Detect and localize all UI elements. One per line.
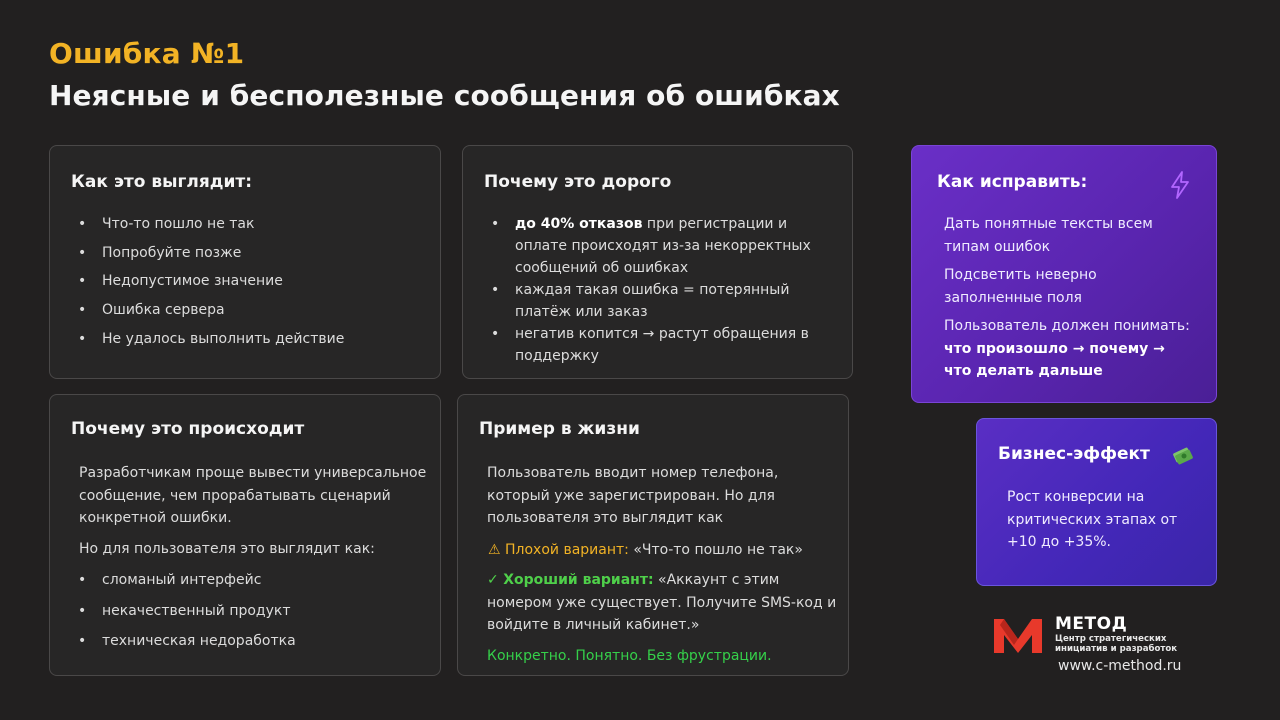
slide-title: Неясные и бесполезные сообщения об ошибках	[49, 79, 840, 112]
check-icon: ✓	[487, 572, 499, 588]
slide-kicker: Ошибка №1	[49, 37, 245, 70]
logo-subtitle: Центр стратегических инициатив и разработок	[1055, 634, 1178, 654]
list-item: • Попробуйте позже	[76, 242, 344, 264]
fix-list	[944, 213, 1194, 389]
list-item: • Не удалось выполнить действие	[76, 328, 344, 350]
paragraph: Разработчикам проще вывести универсальное сообщение, чем прорабатывать сценарий конкретной ошибки.	[79, 465, 427, 526]
card-title: Как это выглядит:	[71, 172, 253, 192]
card-why-it-happens	[49, 394, 441, 676]
list-item: • каждая такая ошибка = потерянный платёж или заказ	[489, 279, 829, 323]
fix-item-text: Пользователь должен понимать:	[944, 318, 1190, 334]
fix-item	[944, 315, 1194, 383]
list-item: • Недопустимое значение	[76, 270, 344, 292]
list-item: • сломаный интерфейс	[76, 569, 296, 591]
result-text: Конкретно. Понятно. Без фрустрации.	[487, 648, 772, 664]
highlight-text: до 40% отказов	[515, 216, 643, 232]
list-item	[489, 213, 829, 279]
logo-icon	[992, 615, 1048, 659]
bad-variant	[488, 539, 843, 562]
paragraph: Пользователь вводит номер телефона, который уже зарегистрирован. Но для пользователя это выглядит как	[487, 465, 779, 526]
fix-item: Подсветить неверно заполненные поля	[944, 267, 1097, 306]
logo-name: МЕТОД	[1055, 614, 1128, 634]
card-title: Пример в жизни	[479, 419, 640, 439]
card-title: Почему это происходит	[71, 419, 305, 439]
bullet-list	[76, 569, 296, 661]
lightning-icon	[1169, 171, 1191, 203]
warning-icon: ⚠	[488, 542, 501, 558]
list-item: • техническая недоработка	[76, 630, 296, 652]
highlight-text: что произошло → почему → что делать дальше	[944, 340, 1165, 379]
bad-variant-label: Плохой вариант:	[505, 542, 629, 558]
list-item: • Что-то пошло не так	[76, 213, 344, 235]
bad-variant-text: «Что-то пошло не так»	[628, 542, 803, 558]
good-variant-label: Хороший вариант:	[503, 572, 654, 588]
money-icon	[1171, 444, 1195, 471]
card-real-example	[457, 394, 849, 676]
paragraph: Но для пользователя это выглядит как:	[79, 541, 375, 557]
list-item: • негатив копится → растут обращения в поддержку	[489, 323, 829, 367]
good-variant-text: «Аккаунт с этим номером уже существует. Получите SMS-код и войдите в личный кабинет.»	[487, 572, 837, 633]
list-item: • некачественный продукт	[76, 600, 296, 622]
website-link[interactable]: www.c-method.ru	[1058, 658, 1182, 674]
fix-item: Дать понятные тексты всем типам ошибок	[944, 216, 1153, 255]
bullet-list	[76, 213, 344, 356]
card-why-expensive	[462, 145, 853, 379]
card-business-effect	[976, 418, 1217, 586]
good-variant	[487, 569, 842, 637]
card-title: Почему это дорого	[484, 172, 672, 192]
card-title: Как исправить:	[937, 172, 1088, 192]
paragraph: Рост конверсии на критических этапах от +10 до +35%.	[1007, 489, 1178, 550]
card-title: Бизнес-эффект	[998, 444, 1150, 464]
bullet-list	[489, 213, 829, 367]
card-how-to-fix	[911, 145, 1217, 403]
card-how-it-looks	[49, 145, 441, 379]
list-item: • Ошибка сервера	[76, 299, 344, 321]
item-text: при регистрации и оплате происходят из-за некорректных сообщений об ошибках	[515, 216, 811, 276]
